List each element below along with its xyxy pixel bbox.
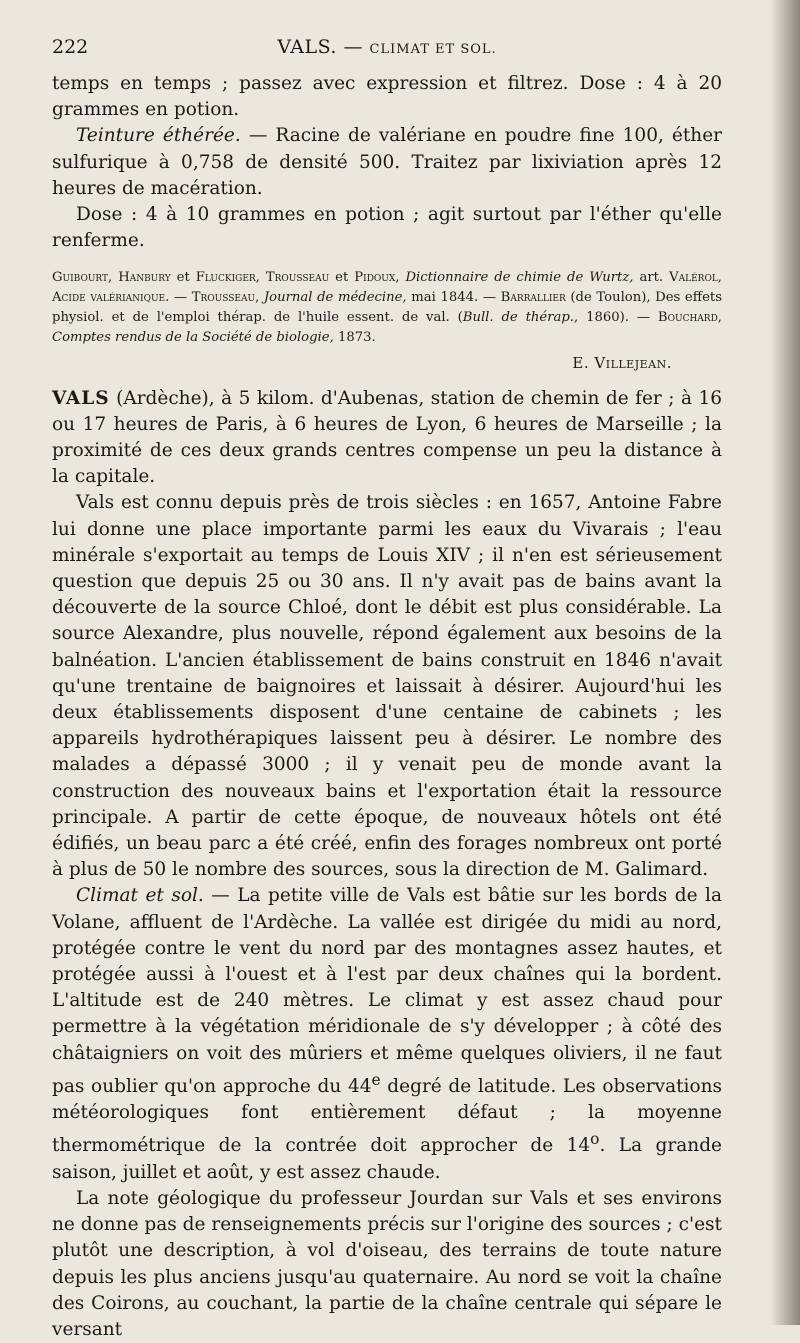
paragraph-dose-potion: temps en temps ; passez avec expression et filtrez. Dose : 4 à 20 grammes en potion. xyxy=(52,73,722,121)
entry-headword: VALS xyxy=(52,387,110,409)
ref-text: , 1860). — xyxy=(574,310,658,326)
running-title-main: VALS. — xyxy=(277,36,370,58)
entry-intro-text: (Ardèche), à 5 kilom. d'Aubenas, station de chemin de fer ; à 16 ou 17 heures de Paris, à 6 heures de Lyon, 6 heures de Marseille ; la proximité de ces deux grands centres compense un peu la distance à la capitale. xyxy=(52,387,722,488)
paragraph-dose: Dose : 4 à 10 grammes en potion ; agit surtout par l'éther qu'elle renferme. xyxy=(52,204,722,252)
ref-text: — xyxy=(169,290,192,306)
ref-author: Barrallier xyxy=(500,290,566,306)
page-body xyxy=(52,71,722,1343)
running-title-sub: CLIMAT ET SOL. xyxy=(369,42,497,57)
ref-text: 1873. xyxy=(333,329,376,345)
teinture-label: Teinture éthérée. xyxy=(76,125,241,147)
ref-work: Journal de médecine, xyxy=(259,290,407,306)
ref-text: mai 1844. — xyxy=(406,290,501,306)
ref-author: Fluckiger, Trousseau xyxy=(195,270,330,286)
paragraph-teinture xyxy=(52,123,722,202)
paragraph-climat xyxy=(52,883,722,1186)
climat-label: Climat et sol. xyxy=(76,885,204,907)
paragraph-geology: La note géologique du professeur Jourdan sur Vals et ses environs ne donne pas de renseignements précis sur l'origine des sources ; c'est plutôt une description, à vol d'oiseau, des terrains de toute nature depuis les plus anciens jusqu'au quaternaire. Au nord se voit la chaîne des Coirons, au couchant, la partie de la chaîne centrale qui sépare le versant xyxy=(52,1188,722,1341)
running-title xyxy=(52,36,722,58)
degree-superscript: e xyxy=(371,1070,381,1089)
climat-text: — La petite ville de Vals est bâtie sur les bords de la Volane, affluent de l'Ardèche. La vallée est dirigée du midi au nord, protégée contre le vent du nord par des montagnes assez hautes, et protégée aussi à l'ouest et à l'est par deux chaînes qui la bordent. L'altitude est de 240 mètres. Le climat y est assez chaud pour permettre à la végétation méridionale de s'y développer ; à côté des châtaigniers on voit des mûriers et même quelques oliviers, il ne faut pas oublier qu'on approche du 44 xyxy=(52,885,722,1098)
ref-author: Guibourt, Hanbury xyxy=(52,270,171,286)
ref-author: Bouchard, xyxy=(657,310,722,326)
ref-author: Valérol, Acide valérianique. xyxy=(52,270,722,306)
entry-vals xyxy=(52,386,722,491)
climat-text: degré de latitude. Les observations météorologiques font entièrement défaut ; la moyenne thermométrique de la contrée doit approcher de 14 xyxy=(52,1076,722,1157)
author-signature: E. Villejean. xyxy=(572,353,672,372)
page-number: 222 xyxy=(52,36,89,58)
degree-superscript: o xyxy=(590,1130,600,1149)
ref-text: et xyxy=(329,270,355,286)
ref-work: Comptes rendus de la Société de biologie, xyxy=(52,329,334,345)
ref-work: Dictionnaire de chimie de Wurtz, xyxy=(399,270,634,286)
ref-text: (de Toulon), Des effets physiol. et de l'emploi thérap. de l'huile essent. de val. ( xyxy=(52,290,722,326)
page-edge-shadow xyxy=(770,0,800,1325)
ref-author: Trousseau, xyxy=(191,290,260,306)
teinture-text: — Racine de valériane en poudre fine 100, éther sulfurique à 0,758 de densité 500. Traitez par lixiviation après 12 heures de macération. xyxy=(52,125,722,199)
paragraph-history: Vals est connu depuis près de trois siècles : en 1657, Antoine Fabre lui donne une place importante parmi les eaux du Vivarais ; l'eau minérale s'exportait au temps de Louis XIV ; il n'en est sérieusement question que depuis 25 ou 30 ans. Il n'y avait pas de bains avant la découverte de la source Chloé, dont le débit est plus considérable. La source Alexandre, plus nouvelle, répond également aux besoins de la balnéation. L'ancien établissement de bains construit en 1846 n'avait qu'une trentaine de baignoires et laissait à désirer. Aujourd'hui les deux établissements disposent d'une centaine de cabinets ; les appareils hydrothérapiques laissent peu à désirer. Le nombre des malades a dépassé 3000 ; il y venait peu de monde avant la construction des nouveaux bains et l'exportation était la ressource principale. A partir de cette époque, de nouveaux hôtels ont été édifiés, un beau parc a été créé, enfin des forages nombreux ont porté à plus de 50 le nombre des sources, sous la direction de M. Galimard. xyxy=(52,492,722,881)
ref-text: art. xyxy=(633,270,670,286)
ref-author: Pidoux, xyxy=(354,270,400,286)
running-header xyxy=(52,36,722,66)
bibliography xyxy=(52,268,722,347)
climat-text: . La grande saison, juillet et août, y est assez chaude. xyxy=(52,1135,722,1183)
ref-text: et xyxy=(170,270,196,286)
ref-work: Bull. de thérap. xyxy=(462,310,574,326)
